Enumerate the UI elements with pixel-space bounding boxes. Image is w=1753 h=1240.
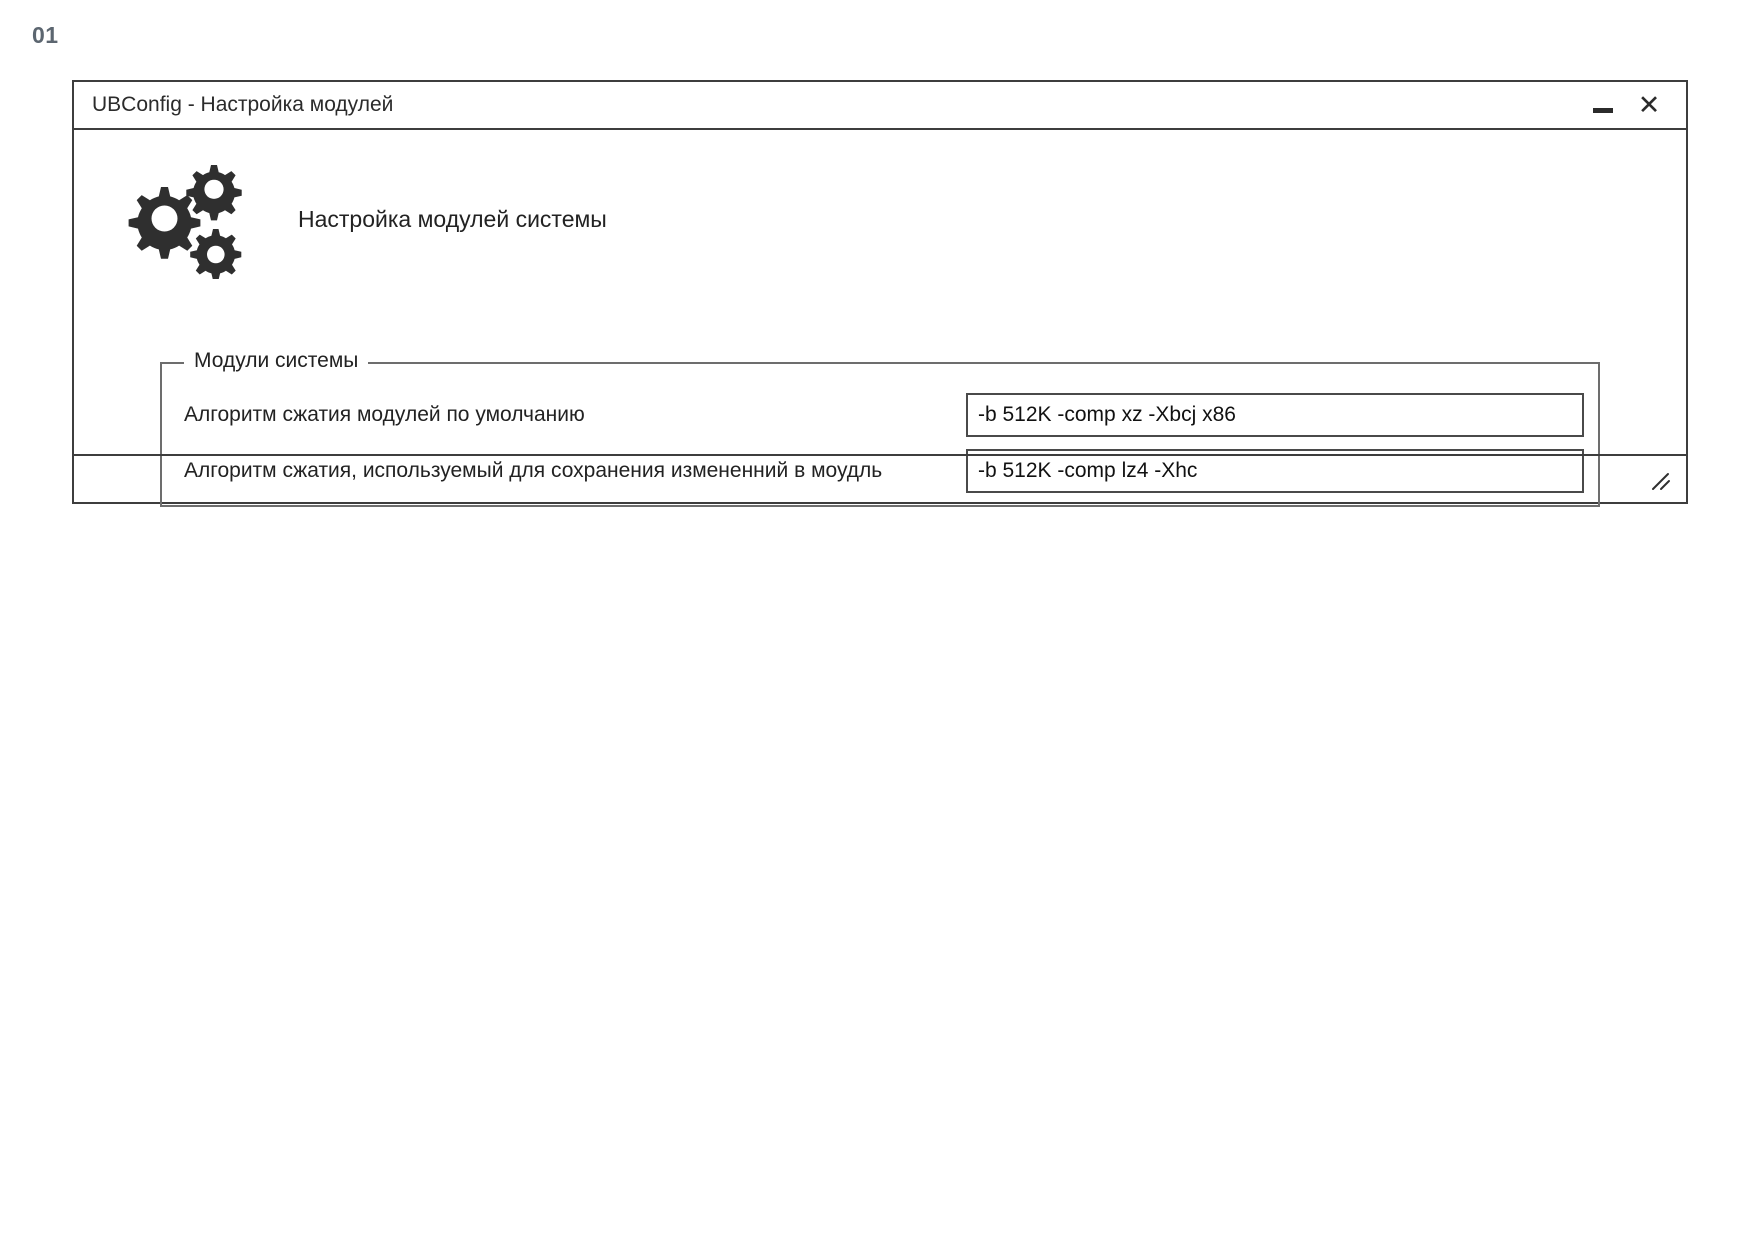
statusbar [74, 454, 1686, 502]
header-area [74, 130, 1686, 280]
window-title: UBConfig - Настройка модулей [92, 93, 394, 116]
resize-grip-icon[interactable] [1648, 468, 1674, 494]
default-compression-label: Алгоритм сжатия модулей по умолчанию [184, 403, 585, 426]
minimize-icon [1593, 108, 1613, 113]
minimize-button[interactable] [1580, 85, 1626, 125]
group-legend: Модули системы [184, 349, 368, 373]
default-compression-input[interactable] [966, 393, 1584, 437]
ubconfig-window [72, 80, 1688, 504]
close-button[interactable] [1626, 85, 1672, 125]
gears-icon [116, 159, 246, 279]
header-label: Настройка модулей системы [298, 205, 607, 232]
save-compression-label: Алгоритм сжатия, используемый для сохранения измененний в моудль [184, 459, 883, 482]
page-marker: 01 [32, 22, 59, 48]
window-titlebar [74, 82, 1686, 130]
field-row [184, 392, 1584, 438]
window-body [74, 130, 1686, 502]
close-icon: ✕ [1637, 89, 1661, 120]
